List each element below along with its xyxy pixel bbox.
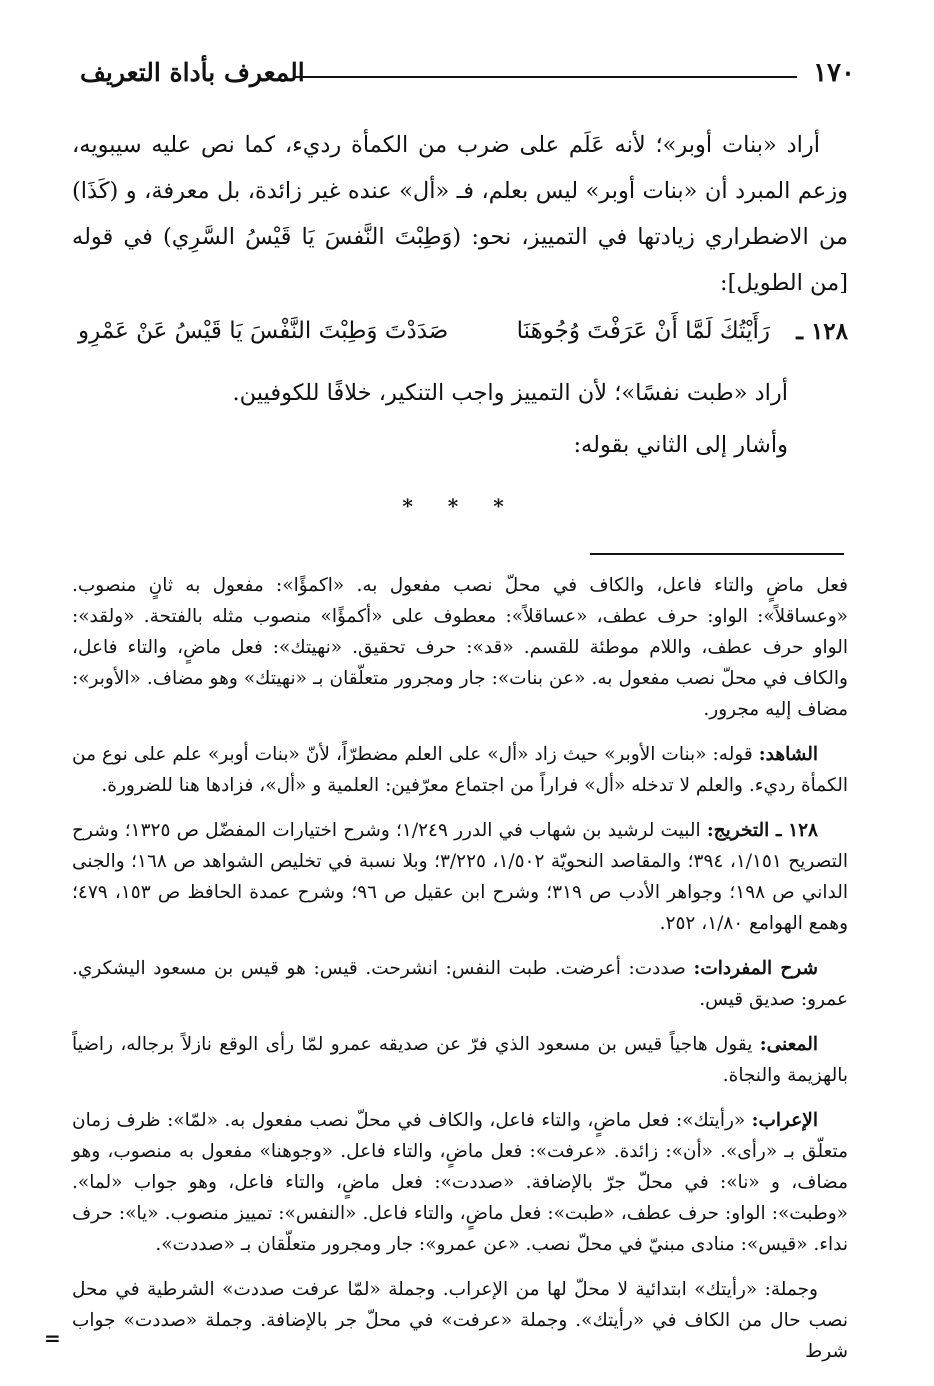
- verse-line: [72, 306, 848, 364]
- footnote-text: «رأيتك»: فعل ماضٍ، والتاء فاعل، والكاف في محلّ نصب مفعول به. «لمّا»: ظرف زمان متعلّق بـ «رأى». «أن»: زائدة. «عرفت»: فعل ماضٍ، والتاء فاعل. «وجوهنا» مفعول به منصوب، وهو مضاف، و «نا»: في محلّ جرّ بالإضافة. «صددت»: فعل ماضٍ، والتاء فاعل، وهو جواب «لما». «وطبت»: الواو: حرف عطف، «طبت»: فعل ماضٍ، والتاء فاعل. «النفس»: تمييز منصوب. «يا»: حرف نداء. «قيس»: منادى مبنيّ في محلّ نصب. «عن عمرو»: جار ومجرور متعلّقان بـ «صددت».: [72, 1110, 848, 1255]
- section-separator: * * *: [402, 494, 518, 518]
- footnote-label: الإعراب:: [751, 1110, 818, 1131]
- footnote-parsing: [72, 1105, 848, 1260]
- footnote-text: البيت لرشيد بن شهاب في الدرر ١/٢٤٩؛ وشرح اختيارات المفضّل ص ١٣٢٥؛ وشرح التصريح ١/١٥١، ٣٩٤؛ والمقاصد النحويّة ١/٥٠٢، ٣/٢٢٥؛ وبلا نسبة في تخليص الشواهد ص ١٦٨؛ والجنى الداني ص ١٩٨؛ وجواهر الأدب ص ٣١٩؛ وشرح ابن عقيل ص ٩٦؛ وشرح عمدة الحافظ ص ١٥٣، ٤٧٩؛ وهمع الهوامع ١/٨٠، ٢٥٢.: [72, 820, 848, 934]
- footnote-takhrij: [72, 815, 848, 939]
- footnote-label: ١٢٨ ـ التخريج:: [706, 820, 818, 841]
- body-paragraph-1: أراد «بنات أوبر»؛ لأنه عَلَم على ضرب من الكمأة رديء، كما نص عليه سيبويه، وزعم المبرد أن «بنات أوبر» ليس بعلم، فـ «أل» عنده غير زائدة، بل معرفة، و (كَذَا) من الاضطراري زيادتها في التمييز، نحو: (وَطِبْتَ النَّفسَ يَا قَيْسُ السَّرِي) في قوله [من الطويل]:: [72, 132, 848, 296]
- footnote-text: قوله: «بنات الأوبر» حيث زاد «أل» على العلم مضطرّاً، لأنّ «بنات أوبر» علم على نوع من الكمأة رديء. والعلم لا تدخله «أل» فراراً من اجتماع معرّفين: العلمية و «أل»، فزادها هنا للضرورة.: [72, 744, 848, 796]
- footnote-vocabulary: [72, 953, 848, 1015]
- running-title: المعرف بأداة التعريف: [80, 58, 305, 87]
- footnote-label: الشاهد:: [758, 744, 819, 765]
- page-number: ١٧٠: [813, 58, 855, 88]
- footnote-text: صددت: أعرضت. طبت النفس: انشرحت. قيس: هو قيس بن مسعود اليشكري. عمرو: صديق قيس.: [72, 958, 848, 1010]
- footnote-meaning: [72, 1029, 848, 1091]
- verse-number: ١٢٨ ـ: [796, 318, 848, 345]
- body-paragraph-3: وأشار إلى الثاني بقوله:: [573, 432, 788, 458]
- footnotes: [72, 570, 848, 1381]
- footnote-shahid: [72, 739, 848, 801]
- footnote-label: المعنى:: [759, 1034, 818, 1055]
- footnote-rule: [590, 553, 844, 555]
- footnote-label: شرح المفردات:: [693, 958, 818, 979]
- body-paragraph-2: أراد «طبت نفسًا»؛ لأن التمييز واجب التنكير، خلافًا للكوفيين.: [232, 380, 788, 406]
- page-header: [80, 56, 855, 96]
- verse-hemistich-left: صَدَدْتَ وَطِبْتَ النَّفْسَ يَا قَيْسُ عَنْ عَمْرِو: [78, 318, 449, 344]
- footnote-text: يقول هاجياً قيس بن مسعود الذي فرّ عن صديقه عمرو لمّا رأى الوقع نازلاً برجاله، راضياً بالهزيمة والنجاة.: [72, 1034, 848, 1086]
- main-text: [72, 122, 848, 518]
- continuation-mark: =: [44, 1326, 61, 1350]
- header-rule: [295, 76, 797, 78]
- footnote-parsing-continued: فعل ماضٍ والتاء فاعل، والكاف في محلّ نصب مفعول به. «اكمؤًا»: مفعول به ثانٍ منصوب. «وعساقلاً»: الواو: حرف عطف، «عساقلاً»: معطوف على «أكمؤًا» منصوب مثله بالفتحة. «ولقد»: الواو حرف عطف، واللام موطئة للقسم. «قد»: حرف تحقيق. «نهيتك»: فعل ماضٍ، والتاء فاعل، والكاف في محلّ نصب مفعول به. «عن بنات»: جار ومجرور متعلّقان بـ «نهيتك» وهو مضاف. «الأوبر»: مضاف إليه مجرور.: [72, 575, 848, 720]
- verse-hemistich-right: رَأَيْتُكَ لَمَّا أَنْ عَرَفْتَ وُجُوهَنَا: [516, 318, 770, 344]
- footnote-sentences: وجملة: «رأيتك» ابتدائية لا محلّ لها من الإعراب. وجملة «لمّا عرفت صددت» الشرطية في محل نصب حال من الكاف في «رأيتك». وجملة «عرفت» في محلّ جر بالإضافة. وجملة «صددت» جواب شرط: [72, 1279, 848, 1362]
